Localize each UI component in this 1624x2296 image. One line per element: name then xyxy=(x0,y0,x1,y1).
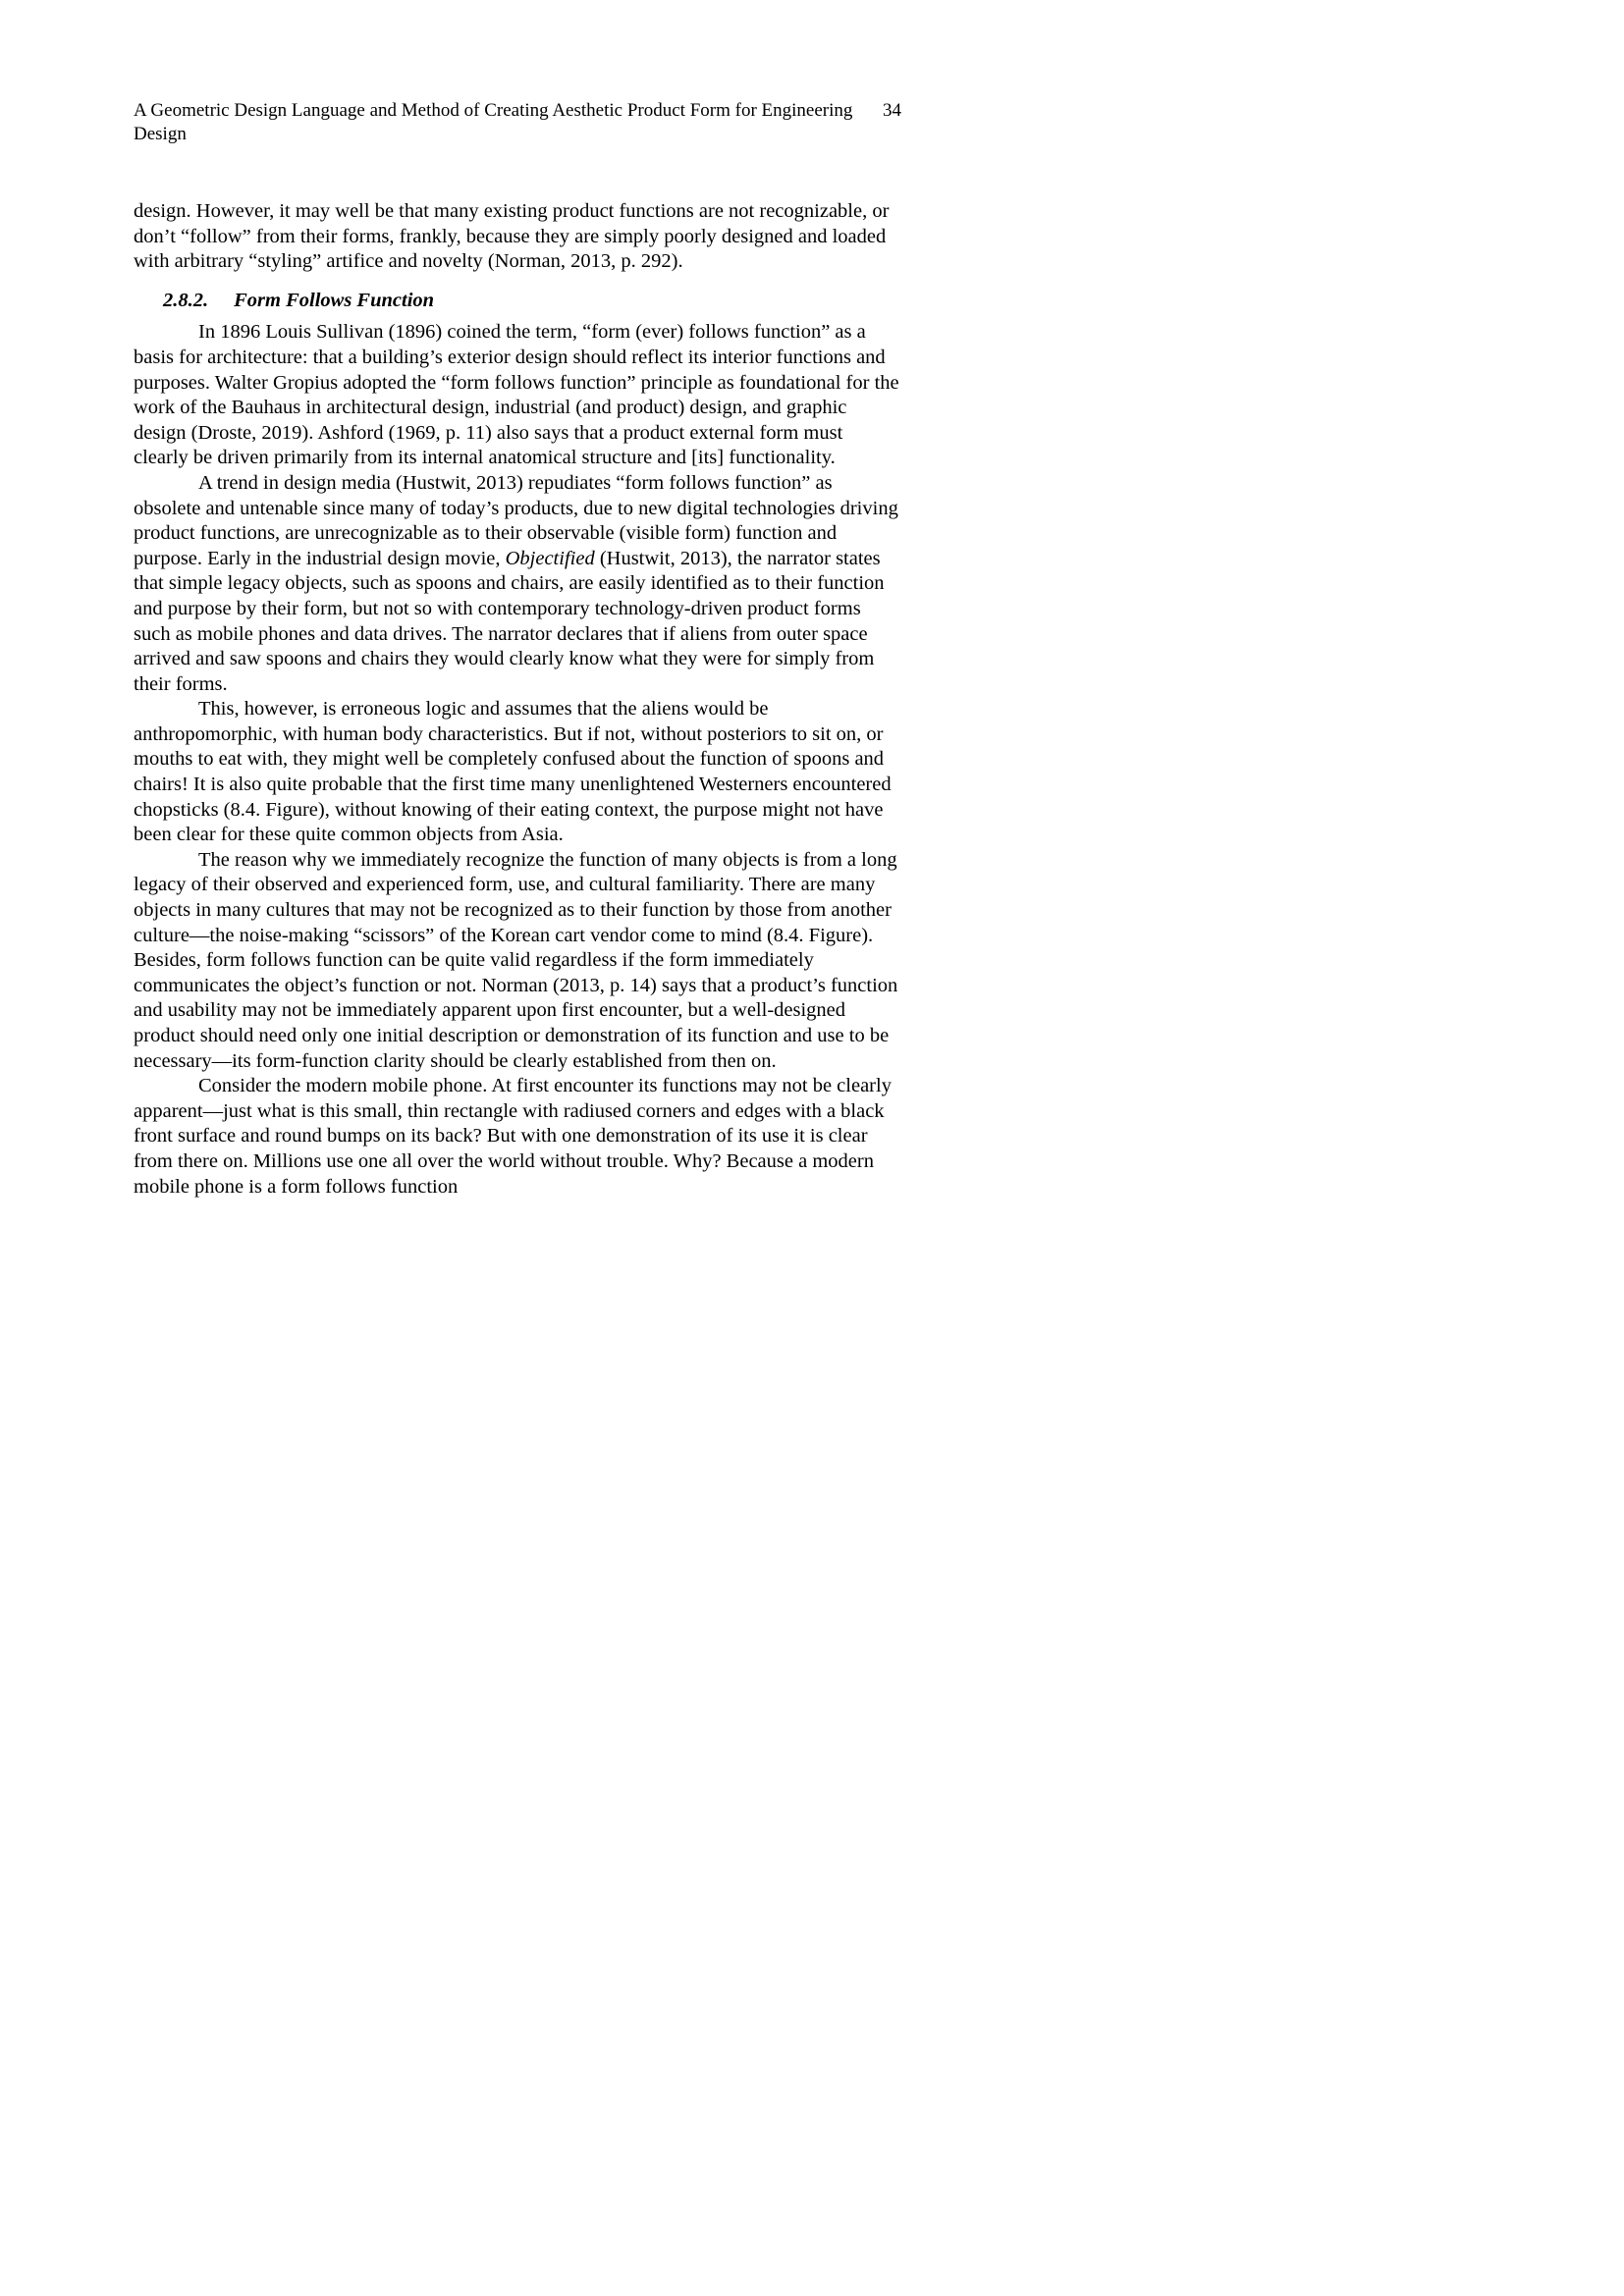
section-number: 2.8.2. xyxy=(163,289,209,311)
movie-title: Objectified xyxy=(505,547,595,569)
paragraph: This, however, is erroneous logic and assumes that the aliens would be anthropomorphic, with human body characteristics. But if not, without posteriors to sit on, or mouths to eat with, they might well be completely confused about the function of spoons and chairs! It is also quite probable that the first time many unenlightened Westerners encountered chopsticks (8.4. Figure), without knowing of their eating context, the purpose might not have been clear for these quite common objects from Asia. xyxy=(134,698,892,846)
paragraph: Consider the modern mobile phone. At first encounter its functions may not be clearly apparent—just what is this small, thin rectangle with radiused corners and edges with a black front surface and round bumps on its back? But with one demonstration of its use it is clear from there on. Millions use one all over the world without trouble. Why? Because a modern mobile phone is a form follows function xyxy=(134,1075,892,1198)
page-body xyxy=(134,199,901,1200)
running-header-title: A Geometric Design Language and Method of Creating Aesthetic Product Form for Engineering Design xyxy=(134,100,853,144)
paragraph-text: A trend in design media (Hustwit, 2013) repudiates “form follows function” as obsolete and untenable since many of today’s products, due to new digital technologies driving product functions, are unrecognizable as to their observable (visible form) function and purpose. Early in the industrial design movie, xyxy=(134,471,898,569)
page-number: 34 xyxy=(883,100,901,121)
paragraph xyxy=(134,471,901,697)
paragraph: The reason why we immediately recognize the function of many objects is from a long legacy of their observed and experienced form, use, and cultural familiarity. There are many objects in many cultures that may not be recognized as to their function by those from another culture—the noise-making “scissors” of the Korean cart vendor come to mind (8.4. Figure). Besides, form follows function can be quite valid regardless if the form immediately communicates the object’s function or not. Norman (2013, p. 14) says that a product’s function and usability may not be immediately apparent upon first encounter, but a well-designed product should need only one initial description or demonstration of its function and use to be necessary—its form-function clarity should be clearly established from then on. xyxy=(134,848,898,1072)
paragraph: In 1896 Louis Sullivan (1896) coined the term, “form (ever) follows function” as a basis for architecture: that a building’s exterior design should reflect its interior functions and purposes. Walter Gropius adopted the “form follows function” principle as foundational for the work of the Bauhaus in architectural design, industrial (and product) design, and graphic design (Droste, 2019). Ashford (1969, p. 11) also says that a product external form must clearly be driven primarily from its internal anatomical structure and [its] functionality. xyxy=(134,321,899,469)
section-title: Form Follows Function xyxy=(234,289,435,311)
paragraph-text: (Hustwit, 2013), the narrator states that simple legacy objects, such as spoons and chairs, are easily identified as to their function and purpose by their form, but not so with contemporary technology-driven product forms such as mobile phones and data drives. The narrator declares that if aliens from outer space arrived and saw spoons and chairs they would clearly know what they were for simply from their forms. xyxy=(134,547,885,695)
paragraph-continuation: design. However, it may well be that many existing product functions are not recognizable, or don’t “follow” from their forms, frankly, because they are simply poorly designed and loaded with arbitrary “styling” artifice and novelty (Norman, 2013, p. 292). xyxy=(134,200,890,273)
page-header xyxy=(134,99,901,146)
section-heading xyxy=(163,289,901,314)
